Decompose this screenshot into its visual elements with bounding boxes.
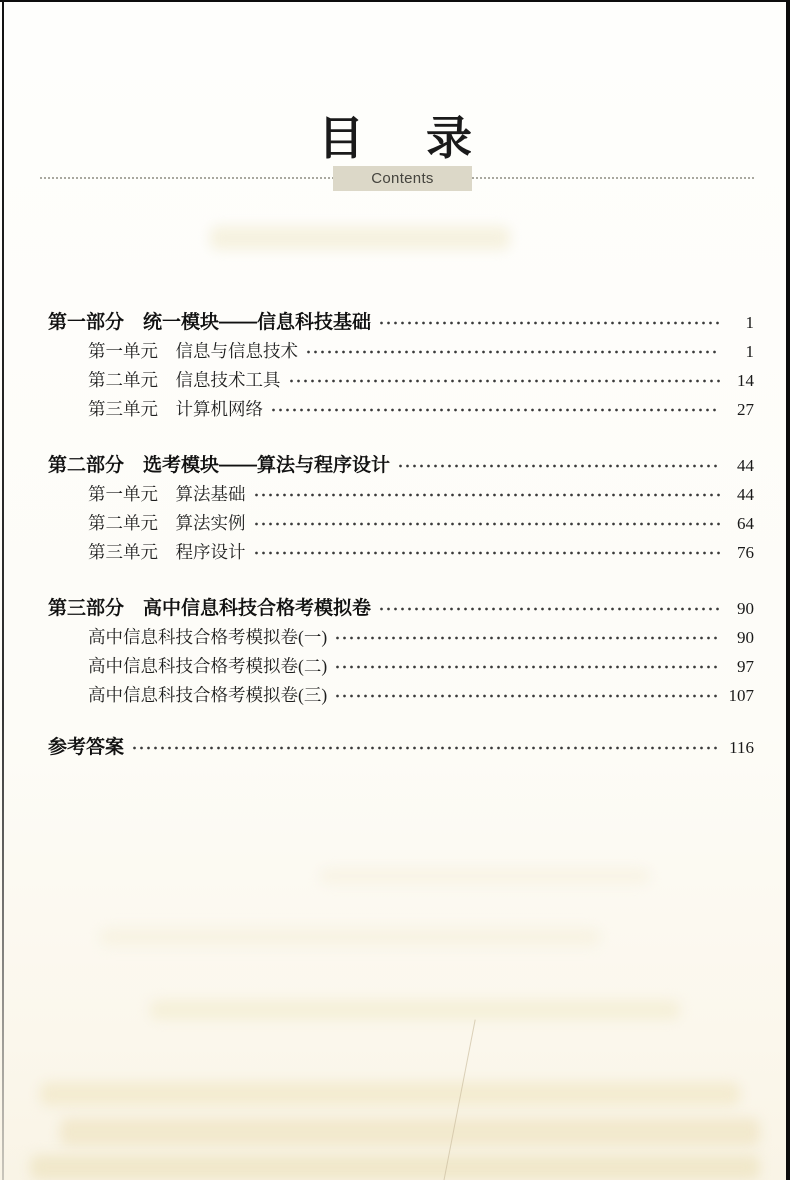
entry-label: 第二单元 算法实例 bbox=[88, 513, 246, 533]
entry-label: 高中信息科技合格考模拟卷(二) bbox=[88, 656, 328, 676]
entry-label: 高中信息科技合格考模拟卷(三) bbox=[88, 685, 328, 705]
page-number: 1 bbox=[745, 342, 754, 361]
page-number: 1 bbox=[745, 313, 754, 332]
toc-entry bbox=[48, 366, 754, 395]
toc-section-header bbox=[48, 308, 754, 337]
dot-leader bbox=[288, 376, 721, 386]
page-number: 64 bbox=[737, 514, 754, 533]
toc-entry bbox=[48, 395, 754, 424]
page-title bbox=[0, 114, 790, 164]
page-number: 44 bbox=[737, 456, 754, 475]
entry-label: 第一单元 信息与信息技术 bbox=[88, 341, 298, 361]
scan-edge-right bbox=[786, 0, 790, 1180]
title-char-mu: 目 bbox=[318, 113, 364, 164]
section-title: 第二部分 选考模块——算法与程序设计 bbox=[48, 455, 391, 476]
dot-leader bbox=[334, 691, 720, 701]
dot-leader bbox=[334, 662, 720, 672]
toc-entry bbox=[48, 681, 754, 710]
toc-entry bbox=[48, 652, 754, 681]
page-number: 107 bbox=[728, 686, 754, 705]
dot-leader bbox=[270, 405, 720, 415]
title-char-lu: 录 bbox=[426, 113, 472, 164]
contents-banner bbox=[333, 166, 472, 191]
dot-leader bbox=[253, 519, 721, 529]
toc-section-3 bbox=[48, 594, 754, 710]
entry-label: 第三单元 程序设计 bbox=[88, 542, 246, 562]
showthrough-ghost bbox=[150, 1000, 680, 1020]
entry-label: 第二单元 信息技术工具 bbox=[88, 370, 281, 390]
toc-entry bbox=[48, 509, 754, 538]
dot-leader bbox=[378, 604, 720, 614]
toc-entry bbox=[48, 480, 754, 509]
section-title: 第一部分 统一模块——信息科技基础 bbox=[48, 312, 372, 333]
contents-label: Contents bbox=[371, 170, 434, 187]
showthrough-ghost bbox=[40, 1082, 740, 1106]
answers-label: 参考答案 bbox=[48, 737, 125, 758]
table-of-contents bbox=[48, 308, 754, 762]
page-number: 90 bbox=[737, 599, 754, 618]
page-number: 76 bbox=[737, 543, 754, 562]
toc-entry bbox=[48, 538, 754, 567]
section-title: 第三部分 高中信息科技合格考模拟卷 bbox=[48, 598, 372, 619]
entry-label: 第一单元 算法基础 bbox=[88, 484, 246, 504]
dot-leader bbox=[131, 743, 720, 753]
toc-entry bbox=[48, 623, 754, 652]
page-number: 44 bbox=[737, 485, 754, 504]
dot-leader bbox=[253, 490, 721, 500]
entry-label: 第三单元 计算机网络 bbox=[88, 399, 263, 419]
showthrough-ghost bbox=[60, 1118, 760, 1146]
dot-leader bbox=[378, 318, 720, 328]
showthrough-ghost bbox=[210, 226, 510, 250]
toc-entry bbox=[48, 337, 754, 366]
toc-section-1 bbox=[48, 308, 754, 424]
scan-edge-left bbox=[2, 0, 4, 1180]
toc-section-header bbox=[48, 594, 754, 623]
page-number: 97 bbox=[737, 657, 754, 676]
page-crease-line bbox=[441, 1020, 475, 1180]
showthrough-ghost bbox=[100, 928, 600, 946]
entry-label: 高中信息科技合格考模拟卷(一) bbox=[88, 627, 328, 647]
toc-section-header bbox=[48, 451, 754, 480]
dot-leader bbox=[397, 461, 720, 471]
dot-leader bbox=[305, 347, 720, 357]
dot-leader bbox=[253, 548, 721, 558]
showthrough-ghost bbox=[30, 1155, 760, 1180]
page-number: 14 bbox=[737, 371, 754, 390]
scan-edge-top bbox=[0, 0, 790, 2]
page-number: 116 bbox=[729, 738, 754, 757]
answers-entry bbox=[48, 733, 754, 762]
page-number: 90 bbox=[737, 628, 754, 647]
showthrough-ghost bbox=[320, 868, 650, 884]
page-number: 27 bbox=[737, 400, 754, 419]
dot-leader bbox=[334, 633, 720, 643]
toc-section-2 bbox=[48, 451, 754, 567]
